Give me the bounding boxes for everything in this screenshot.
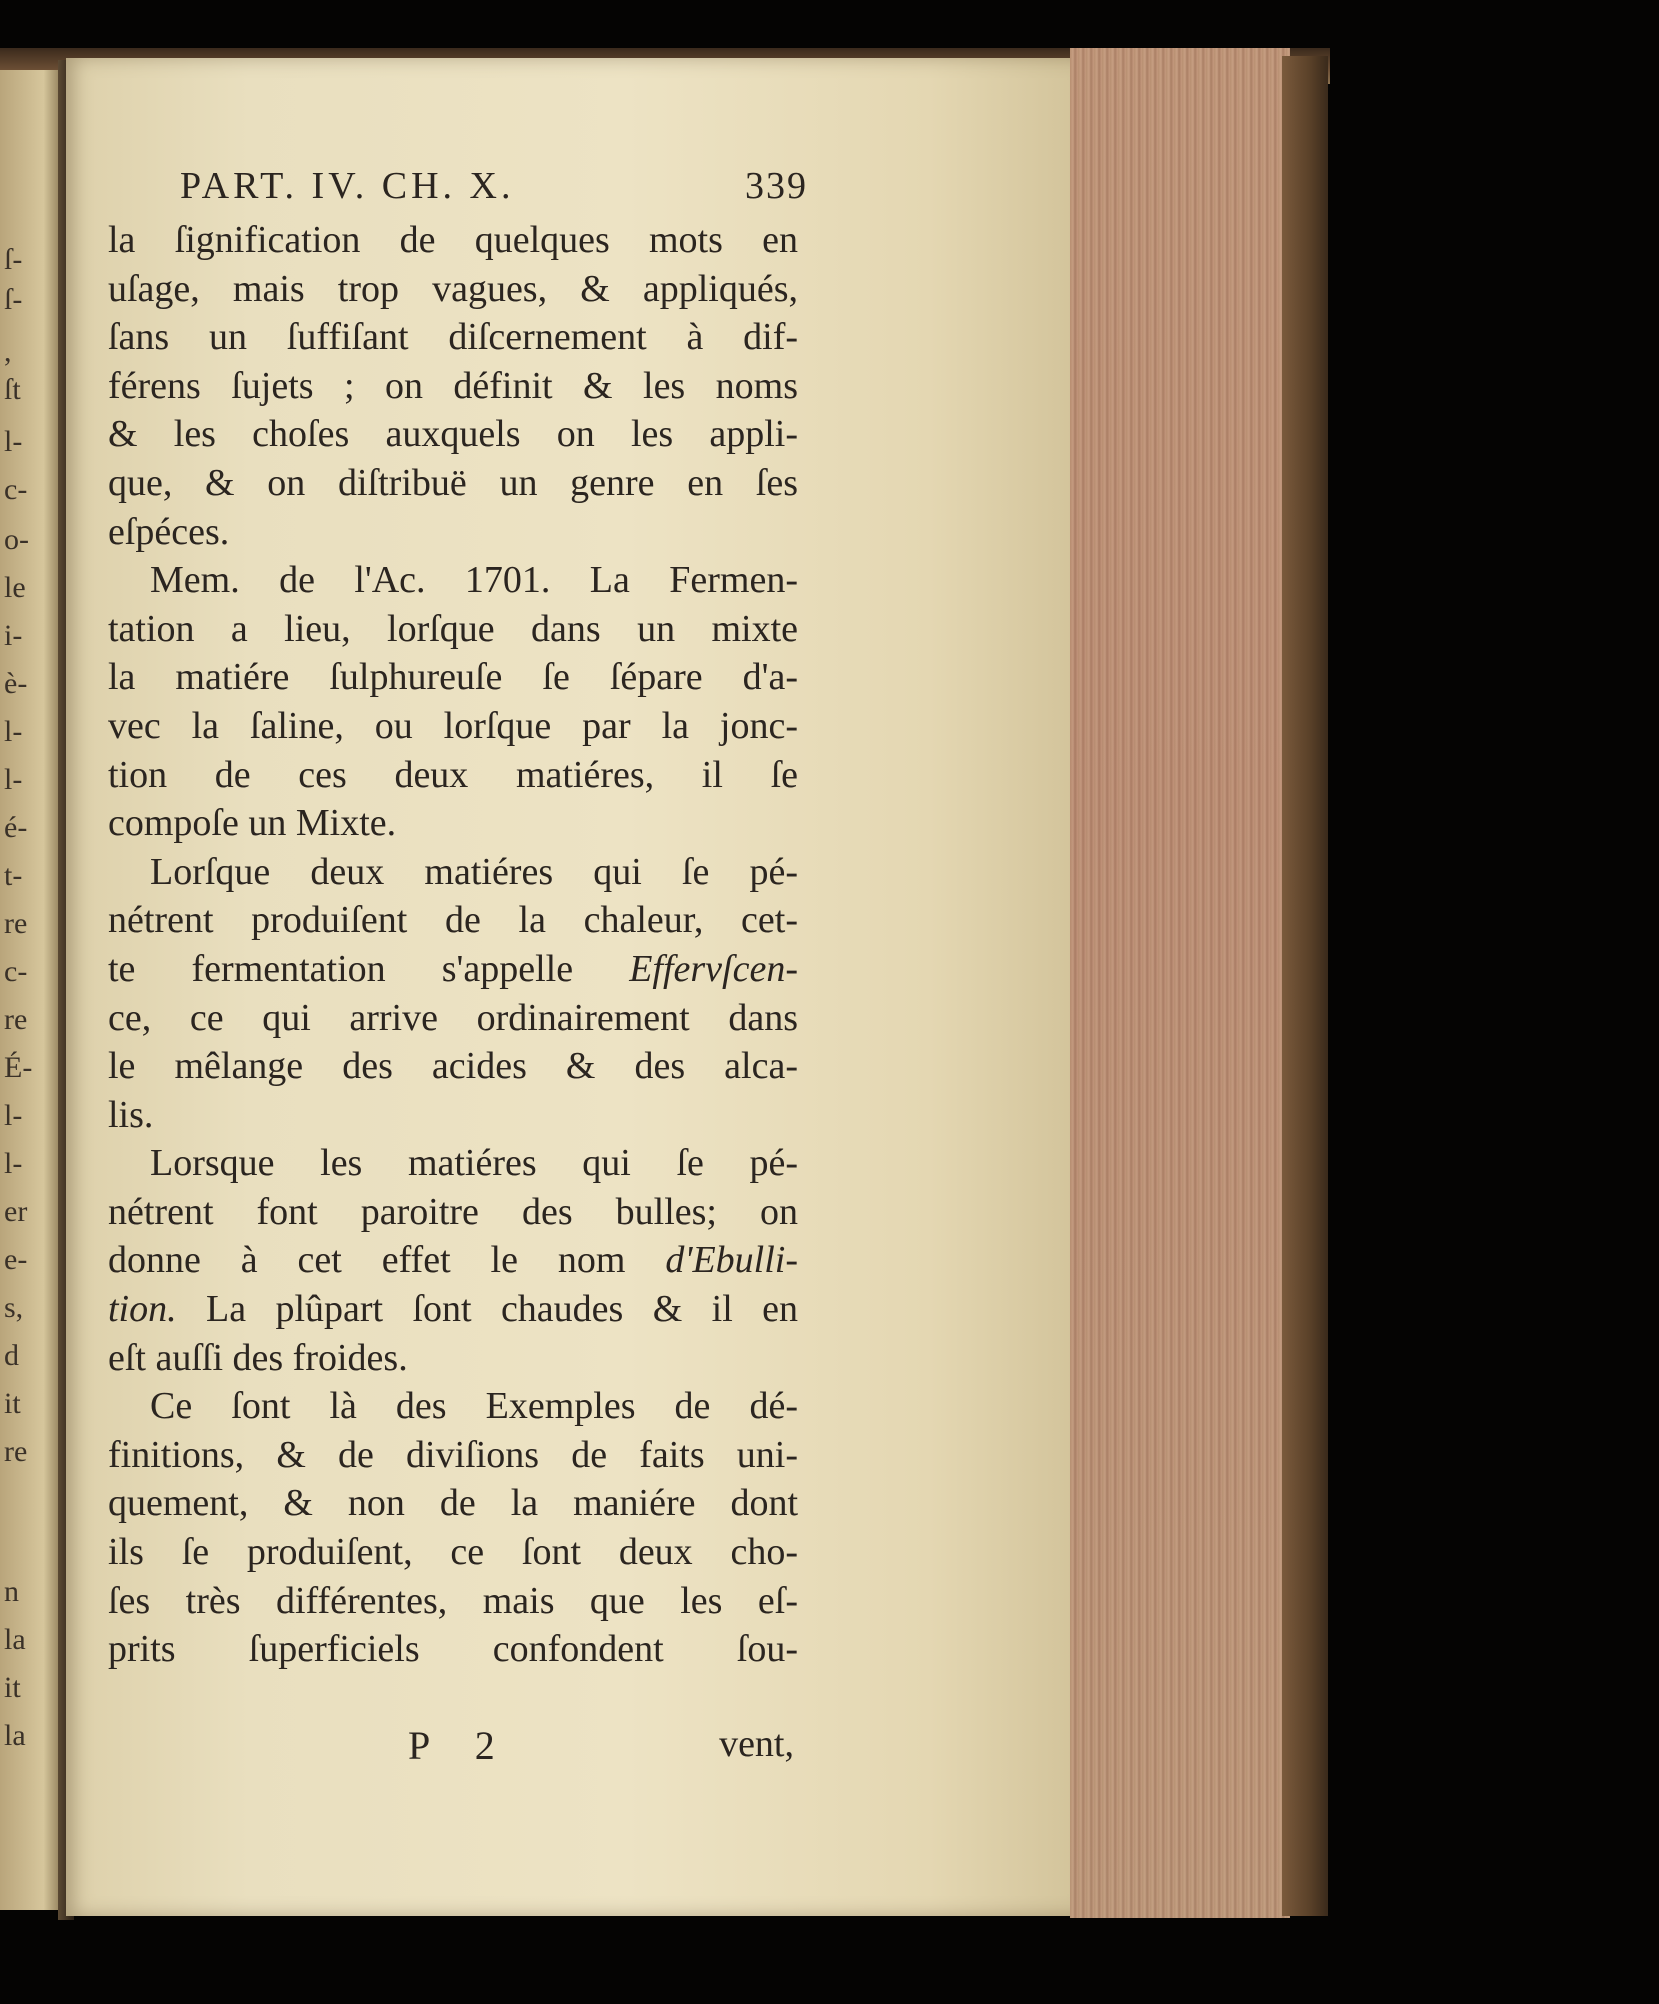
left-page-line: l-	[4, 1147, 23, 1180]
left-page-line: la	[4, 1719, 26, 1752]
left-page-line: re	[4, 907, 28, 940]
text-line: Lorsque les matiéres qui ſe pé-	[150, 1142, 798, 1185]
text-line: nétrent font paroitre des bulles; on	[108, 1190, 798, 1233]
left-page-line: l-	[4, 1099, 23, 1132]
left-page-line: d	[4, 1339, 19, 1372]
left-page-line: l-	[4, 763, 23, 796]
text-line: tation a lieu, lorſque dans un mixte	[108, 607, 798, 650]
text-line: & les choſes auxquels on les appli-	[108, 413, 798, 456]
left-page-line: re	[4, 1435, 28, 1468]
running-header	[172, 164, 808, 216]
text-line: uſage, mais trop vagues, & appliqués,	[108, 267, 798, 310]
text-line: férens ſujets ; on définit & les noms	[108, 364, 798, 407]
text-segment: te fermentation s'appelle	[108, 947, 630, 990]
left-page-line: le	[4, 571, 26, 604]
text-line: eſpéces.	[108, 510, 230, 553]
text-line: lis.	[108, 1093, 154, 1136]
left-page-line: É-	[4, 1051, 33, 1084]
left-page-line: s,	[4, 1291, 24, 1324]
text-line: que, & on diſtribuë un genre en ſes	[108, 461, 798, 504]
body-text	[108, 216, 798, 1674]
text-line: le mêlange des acides & des alca-	[108, 1045, 798, 1088]
text-line: la ſignification de quelques mots en	[108, 219, 798, 261]
text-line: ſans un ſuffiſant diſcernement à dif-	[108, 316, 798, 359]
italic-term: Effervſcen-	[629, 947, 798, 990]
text-line: prits ſuperficiels confondent ſou-	[108, 1628, 798, 1671]
left-page-fragment	[0, 70, 62, 1910]
left-page-line: it	[4, 1671, 21, 1704]
text-line: ce, ce qui arrive ordinairement dans	[108, 996, 798, 1039]
text-segment: La plûpart ſont chaudes & il en	[176, 1288, 798, 1331]
text-segment: donne à cet effet le nom	[108, 1239, 666, 1282]
left-page-line: ,	[4, 335, 12, 368]
text-line: quement, & non de la maniére dont	[108, 1482, 798, 1525]
left-page-line: l-	[4, 425, 23, 458]
italic-term: tion.	[108, 1288, 177, 1331]
text-line	[108, 1236, 798, 1285]
left-page-line: re	[4, 1003, 28, 1036]
left-page-line: er	[4, 1195, 28, 1228]
left-page-line: ſt	[4, 373, 21, 406]
page-footer	[108, 1722, 798, 1770]
text-line: nétrent produiſent de la chaleur, cet-	[108, 899, 798, 942]
page-fore-edge	[1070, 48, 1290, 1918]
left-page-line: it	[4, 1387, 21, 1420]
page-number: 339	[745, 165, 808, 207]
signature-mark: P 2	[408, 1723, 513, 1768]
left-page-line: é-	[4, 811, 28, 844]
left-page-line: i-	[4, 619, 23, 652]
text-line: ils ſe produiſent, ce ſont deux cho-	[108, 1531, 798, 1574]
text-line: Lorſque deux matiéres qui ſe pé-	[150, 850, 798, 893]
left-page-line: n	[4, 1575, 19, 1608]
text-line: finitions, & de diviſions de faits uni-	[108, 1433, 798, 1476]
text-line: ſes très différentes, mais que les eſ-	[108, 1579, 798, 1622]
text-line: compoſe un Mixte.	[108, 802, 397, 845]
left-page-line: e-	[4, 1243, 28, 1276]
book-cover-right-edge	[1282, 56, 1328, 1916]
text-line: Mem. de l'Ac. 1701. La Fermen-	[150, 559, 798, 602]
text-line: Ce ſont là des Exemples de dé-	[150, 1385, 798, 1428]
text-line	[108, 945, 798, 994]
text-line: eſt auſſi des froides.	[108, 1336, 408, 1379]
running-title: PART. IV. CH. X.	[180, 165, 515, 207]
left-page-line: l-	[4, 715, 23, 748]
left-page-line: t-	[4, 859, 23, 892]
left-page-line: o-	[4, 523, 29, 556]
left-page-line: è-	[4, 667, 28, 700]
text-line: vec la ſaline, ou lorſque par la jonc-	[108, 704, 798, 747]
left-page-line: ſ-	[4, 283, 23, 316]
catchword: vent,	[719, 1723, 794, 1765]
left-page-line: la	[4, 1623, 26, 1656]
left-page-line: c-	[4, 955, 28, 988]
left-page-line: ſ-	[4, 243, 23, 276]
italic-term: d'Ebulli-	[665, 1239, 798, 1282]
text-line: la matiére ſulphureuſe ſe ſépare d'a-	[108, 656, 798, 699]
text-line: tion de ces deux matiéres, il ſe	[108, 753, 798, 796]
left-page-line: c-	[4, 473, 28, 506]
text-line	[108, 1285, 798, 1334]
